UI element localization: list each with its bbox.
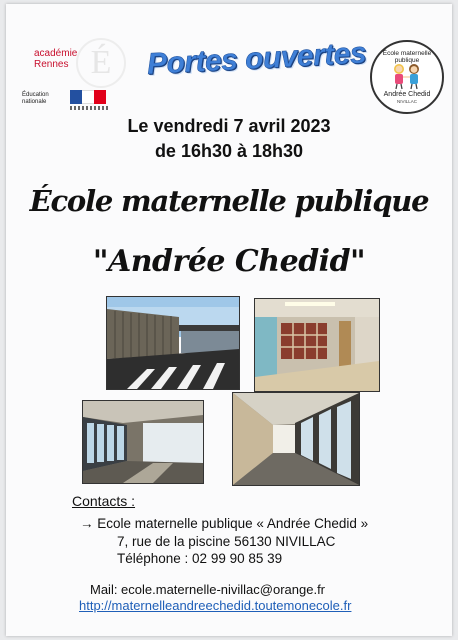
school-type-heading: École maternelle publique bbox=[29, 184, 429, 218]
education-nationale-label bbox=[22, 92, 49, 106]
academie-rennes-logo bbox=[34, 44, 124, 94]
classroom-photo bbox=[254, 298, 380, 392]
event-time: de 16h30 à 18h30 bbox=[154, 141, 304, 161]
school-name-heading: "Andrée Chedid" bbox=[92, 244, 366, 279]
children-drawing-icon bbox=[390, 62, 424, 90]
contact-school-line: → Ecole maternelle publique « Andrée Chedid » bbox=[80, 516, 369, 531]
education-line1: Éducation bbox=[22, 92, 49, 98]
school-logo-town: NIVILLAC bbox=[396, 99, 417, 104]
title-block bbox=[146, 36, 367, 104]
school-logo-arc-text: École maternelle publique bbox=[382, 50, 432, 64]
french-republic-flag-icon bbox=[70, 90, 106, 104]
contacts-heading: Contacts : bbox=[72, 493, 136, 509]
website-link[interactable]: http://maternelleandreechedid.toutemonecole.fr bbox=[79, 598, 352, 613]
contact-mail: Mail: ecole.maternelle-nivillac@orange.fr bbox=[90, 582, 326, 597]
school-logo-name: Andrée Chedid bbox=[383, 91, 431, 98]
contact-phone: Téléphone : 02 99 90 85 39 bbox=[117, 551, 283, 566]
event-date: Le vendredi 7 avril 2023 bbox=[127, 116, 331, 136]
academie-label bbox=[34, 48, 77, 70]
school-logo bbox=[370, 40, 444, 114]
page-title: Portes ouvertes bbox=[146, 36, 367, 82]
school-exterior-photo bbox=[106, 296, 240, 390]
hallway-photo bbox=[232, 392, 360, 486]
academie-line2: Rennes bbox=[34, 59, 69, 70]
corridor-photo bbox=[82, 400, 204, 484]
academie-emblem-icon: É bbox=[76, 38, 126, 88]
republique-francaise-caption bbox=[70, 106, 110, 110]
contact-address: 7, rue de la piscine 56130 NIVILLAC bbox=[117, 534, 336, 549]
academie-line1: académie bbox=[34, 48, 78, 59]
education-line2: nationale bbox=[22, 99, 47, 105]
